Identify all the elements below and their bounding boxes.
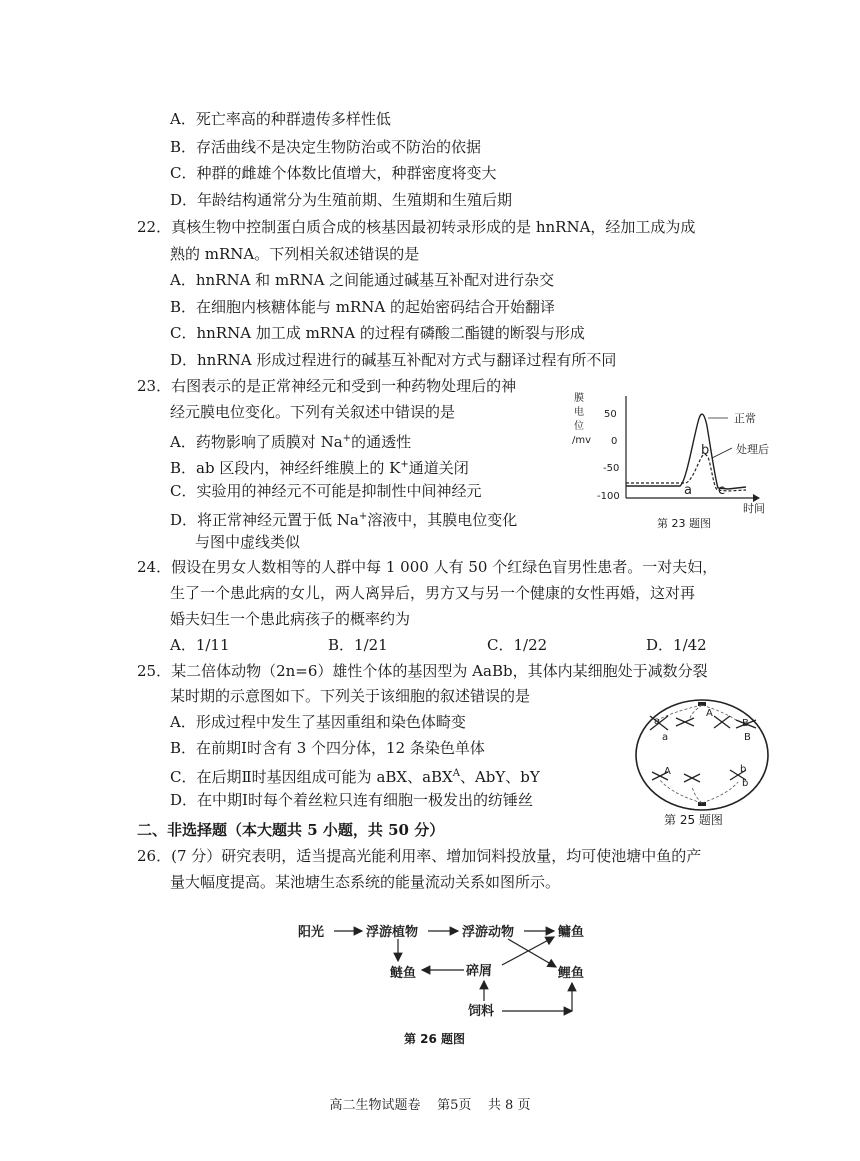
q23-curve-normal: [626, 414, 746, 489]
q25-gene-a1: a: [654, 716, 661, 727]
q21-option-d: D．年龄结构通常分为生殖前期、生殖期和生殖后期: [170, 191, 513, 209]
q21-option-a: A．死亡率高的种群遗传多样性低: [170, 110, 391, 128]
q21-option-c: C．种群的雌雄个体数比值增大，种群密度将变大: [170, 164, 497, 182]
q23-point-c: c: [718, 483, 726, 498]
q25-option-a: A．形成过程中发生了基因重组和染色体畸变: [170, 713, 466, 731]
q25-option-b: B．在前期Ⅰ时含有 3 个四分体，12 条染色单体: [170, 739, 485, 757]
q25-gene-A2: A: [664, 766, 671, 777]
q26-energy-flow-diagram: [290, 915, 600, 1025]
q24-option-b: B．1/21: [328, 636, 388, 654]
q23-legend-treated-leader: [712, 448, 732, 458]
q24-stem-line1: 24．假设在男女人数相等的人群中每 1 000 人有 50 个红绿色盲男性患者。一对夫妇，: [137, 558, 718, 576]
q23-option-a: A．药物影响了质膜对 Na+的通透性: [170, 433, 412, 451]
node-bighead-carp: 鳙鱼: [558, 925, 585, 940]
q22-option-d: D．hnRNA 形成过程进行的碱基互补配对方式与翻译过程有所不同: [170, 351, 617, 369]
q21-option-b: B．存活曲线不是决定生物防治或不防治的依据: [170, 138, 482, 156]
q24-option-a: A．1/11: [170, 636, 230, 654]
q23-ytick-m100: -100: [597, 491, 620, 502]
q22-option-a: A．hnRNA 和 mRNA 之间能通过碱基互补配对进行杂交: [170, 271, 555, 289]
footer-total: 共 8 页: [487, 1098, 531, 1113]
q23-point-a: a: [684, 483, 692, 498]
node-zooplankton: 浮游动物: [462, 925, 515, 940]
footer-title: 高二生物试题卷: [329, 1098, 421, 1113]
q25-stem-line1: 25．某二倍体动物（2n=6）雄性个体的基因型为 AaBb，其体内某细胞处于减数分裂: [137, 662, 708, 680]
section-2-heading: 二、非选择题（本大题共 5 小题，共 50 分）: [137, 821, 445, 839]
q22-option-c: C．hnRNA 加工成 mRNA 的过程有磷酸二酯键的断裂与形成: [170, 324, 585, 342]
q25-gene-a2: a: [662, 732, 669, 743]
q23-ytick-0: 0: [611, 436, 618, 447]
q25-option-c: C．在后期Ⅱ时基因组成可能为 aBX、aBX$^A$、AbY、bY: [170, 768, 540, 786]
q23-legend-treated: 处理后: [736, 443, 769, 456]
q25-cell-figure: [632, 696, 772, 812]
node-silver-carp: 鲢鱼: [390, 966, 417, 981]
q23-legend-normal: 正常: [734, 412, 756, 425]
q23-ylabel-2: 电: [574, 407, 584, 418]
node-carp: 鲤鱼: [558, 966, 585, 981]
q23-figure-caption: 第 23 题图: [657, 517, 711, 530]
q22-option-b: B．在细胞内核糖体能与 mRNA 的起始密码结合开始翻译: [170, 298, 556, 316]
q25-figure-caption: 第 25 题图: [664, 813, 723, 827]
q24-stem-line3: 婚夫妇生一个患此病孩子的概率约为: [170, 610, 411, 628]
q23-option-d: D．将正常神经元置于低 Na+溶液中，其膜电位变化: [170, 511, 518, 529]
q25-gene-b1: b: [740, 764, 747, 775]
q23-x-axis-arrow: [753, 494, 760, 502]
q25-gene-B2: B: [744, 732, 751, 743]
q24-option-d: D．1/42: [646, 636, 707, 654]
q23-option-d-line2: 与图中虚线类似: [195, 533, 301, 551]
q22-stem-line2: 熟的 mRNA。下列相关叙述错误的是: [170, 245, 420, 263]
q23-stem-line1: 23．右图表示的是正常神经元和受到一种药物处理后的神: [137, 377, 517, 395]
node-detritus: 碎屑: [466, 964, 493, 979]
q23-xlabel: 时间: [743, 502, 765, 515]
q23-option-b: B．ab 区段内，神经纤维膜上的 K+通道关闭: [170, 459, 469, 477]
q23-ylabel-3: 位: [574, 421, 584, 432]
q23-stem-line2: 经元膜电位变化。下列有关叙述中错误的是: [170, 403, 456, 421]
q25-gene-A1: A: [706, 708, 713, 719]
q25-gene-b2: b: [742, 778, 749, 789]
page-footer: [0, 1094, 860, 1113]
footer-page: 第5页: [437, 1098, 472, 1113]
node-phytoplankton: 浮游植物: [366, 925, 419, 940]
q23-ylabel-4: /mv: [572, 435, 592, 446]
q24-stem-line2: 生了一个患此病的女儿，两人离异后，男方又与另一个健康的女性再婚，这对再: [170, 584, 696, 602]
q24-option-c: C．1/22: [487, 636, 548, 654]
q26-stem-line1: 26．(7 分）研究表明，适当提高光能利用率、增加饲料投放量，均可使池塘中鱼的产: [137, 847, 702, 865]
q23-point-b: b: [701, 443, 710, 458]
q23-option-c: C．实验用的神经元不可能是抑制性中间神经元: [170, 482, 482, 500]
q23-ylabel-1: 膜: [574, 393, 584, 404]
node-sunlight: 阳光: [298, 925, 325, 940]
q25-gene-B1: B: [742, 718, 749, 729]
q26-stem-line2: 量大幅度提高。某池塘生态系统的能量流动关系如图所示。: [170, 873, 561, 891]
q22-stem-line1: 22．真核生物中控制蛋白质合成的核基因最初转录形成的是 hnRNA，经加工成为成: [137, 218, 696, 236]
q26-figure-caption: 第 26 题图: [404, 1032, 466, 1046]
q25-stem-line2: 某时期的示意图如下。下列关于该细胞的叙述错误的是: [170, 687, 531, 705]
node-feed: 饲料: [468, 1004, 495, 1019]
q23-membrane-potential-figure: [568, 390, 788, 530]
q25-option-d: D．在中期Ⅰ时每个着丝粒只连有细胞一极发出的纺锤丝: [170, 791, 533, 809]
q23-ytick-m50: -50: [603, 463, 620, 474]
q23-ytick-50: 50: [604, 409, 617, 420]
flow-arrows: [334, 931, 572, 1011]
